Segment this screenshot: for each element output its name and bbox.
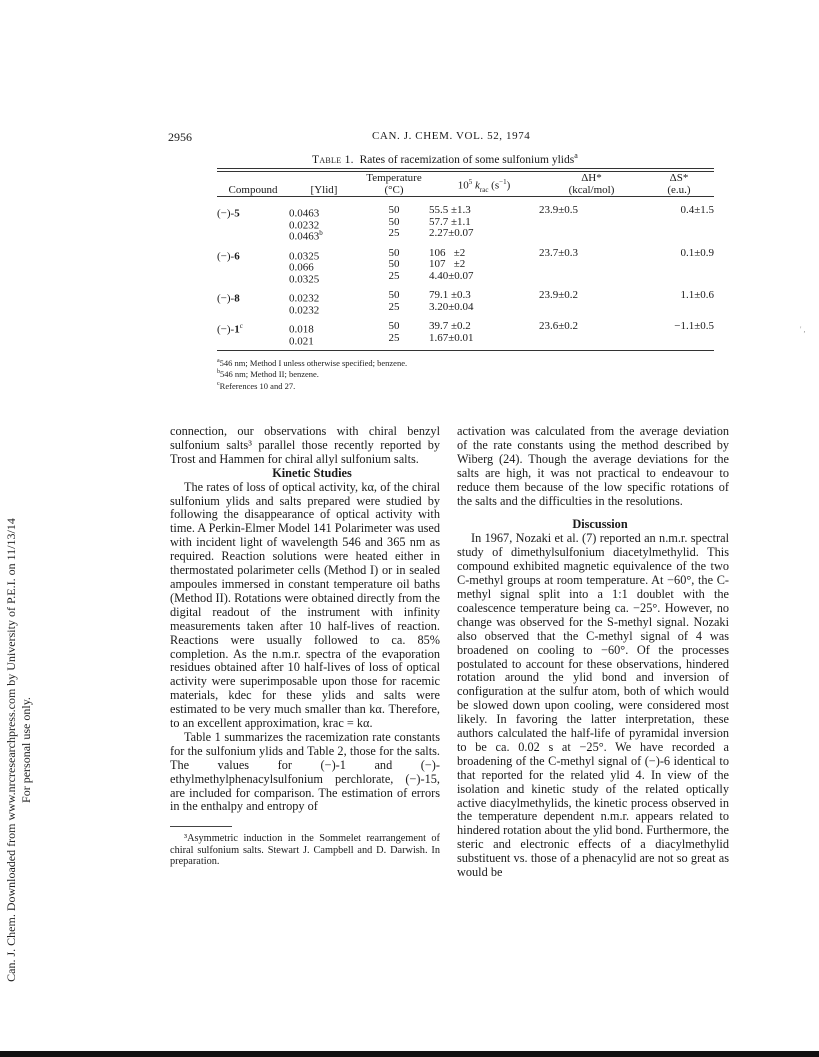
table-caption — [312, 151, 578, 166]
enthalpy-cell: 23.6±0.2 — [539, 320, 579, 332]
ylid-value — [289, 333, 359, 348]
temperature-value: 25 — [388, 227, 400, 239]
right-paragraph-1: activation was calculated from the average deviation of the rate constants using the method described by Wiberg (24). Though the average deviations for the salts are high, it was not practical to endeavour to reduce them because of the low specific rotations of the salts and the difficulties in the resolutions. — [457, 424, 729, 508]
entropy-cell: −1.1±0.5 — [674, 320, 714, 332]
ylid-concentration: 0.0325 — [289, 273, 320, 286]
ylid-concentration: 0.018 — [289, 323, 314, 336]
watermark-line-2: For personal use only. — [19, 697, 33, 803]
ylid-cell — [289, 205, 359, 243]
table-body — [217, 204, 714, 348]
ylid-concentration: 0.0232 — [289, 292, 320, 305]
entropy-cell: 1.1±0.6 — [680, 289, 714, 301]
table-footnote-text: 546 nm; Method I unless otherwise specified; benzene. — [219, 357, 408, 368]
table-row — [217, 290, 714, 313]
ylid-value — [289, 217, 359, 232]
header-temperature — [359, 172, 429, 196]
table-row — [217, 205, 714, 240]
temperature-cell — [359, 205, 429, 240]
compound-number: 5 — [234, 207, 240, 220]
temperature-value: 25 — [388, 269, 400, 282]
header-enthalpy: ΔH* (kcal/mol) — [568, 172, 615, 196]
rate-value: 106 ±2 — [429, 246, 466, 259]
watermark-line-1: Can. J. Chem. Downloaded from www.nrcresearchpress.com by University of P.E.I. on 11/13/14 — [4, 518, 18, 982]
ylid-concentration: 0.0463 — [289, 207, 320, 220]
ylid-note: b — [319, 229, 323, 237]
download-watermark — [0, 180, 40, 1000]
rates-table — [217, 168, 714, 391]
ylid-value — [289, 321, 359, 336]
table-row — [217, 321, 714, 344]
rate-value: 55.5 ±1.3 — [429, 204, 471, 216]
temperature-value: 50 — [388, 246, 400, 259]
header-temperature-line1: Temperature — [366, 172, 422, 184]
rate-value: 4.40±0.07 — [429, 269, 474, 282]
right-paragraph-2: In 1967, Nozaki et al. (7) reported an n.m.r. spectral study of dimethylsulfonium diacetylmethylid. This compound exhibited magnetic equivalence of the two C-methyl groups at room temperature. At −60°, the C-methyl signal split into a 1:1 doublet with the coalescence temperature being ca. −25°. However, no change was observed for the S-methyl signal. Nozaki also observed that the C-methyl signal of 4 was broadened on cooling to −60°. Of the processes postulated to account for these observations, hindered rotation around the ylid bond and inversion of configuration at the sulfur atom, both of which would be slowed down upon cooling, were considered most likely. In favoring the latter interpretation, these authors calculated the half-life of pyramidal inversion to be ca. 0.02 s at −25°. We have recorded a broadening of the C-methyl signal of (−)-6 identical to that reported for the related ylid 4. In view of the isolation and kinetic study of the related optically active diacylmethylids, the kinetic process observed in the temperature dependent n.m.r. appears related to hindered rotation about the ylid bond. Furthermore, the steric and electronic effects of a diacylmethylid substituent vs. those of a phenacylid are not so great as would be — [457, 531, 729, 880]
entropy-cell: 0.4±1.5 — [680, 204, 714, 216]
table-header-row — [217, 172, 714, 196]
rate-value: 79.1 ±0.3 — [429, 289, 471, 301]
enthalpy-cell: 23.9±0.2 — [539, 289, 579, 301]
rate-cell — [429, 321, 539, 344]
compound-note: c — [239, 322, 243, 330]
table-footnote — [217, 380, 714, 391]
temperature-value: 50 — [388, 258, 400, 270]
compound-cell — [217, 205, 289, 240]
rate-value: 1.67±0.01 — [429, 331, 474, 344]
table-caption-note: a — [574, 151, 578, 160]
footnote-rule — [170, 826, 232, 827]
ylid-concentration: 0.0232 — [289, 219, 320, 232]
table-footnote-mark: a — [217, 358, 220, 364]
temperature-cell — [359, 321, 429, 344]
temperature-value: 25 — [388, 300, 400, 313]
temperature-value: 50 — [388, 204, 400, 216]
ylid-value — [289, 205, 359, 220]
compound-prefix: (−)- — [217, 323, 235, 336]
table-caption-label: Table 1. — [312, 153, 354, 166]
temperature-value: 50 — [388, 289, 400, 301]
enthalpy-cell: 23.9±0.5 — [539, 204, 579, 216]
compound-cell — [217, 290, 289, 313]
compound-number: 8 — [234, 292, 240, 305]
ylid-concentration: 0.0232 — [289, 304, 320, 317]
rate-value: 39.7 ±0.2 — [429, 320, 471, 332]
compound-number: 1 — [234, 323, 240, 336]
ylid-value — [289, 302, 359, 317]
heading-discussion: Discussion — [572, 517, 628, 532]
header-rate: $10^5$ $k_{rac}$ $(s^{-1})$ — [457, 178, 511, 194]
page-bottom-edge — [0, 1051, 819, 1057]
compound-prefix: (−)- — [217, 292, 235, 305]
right-column — [457, 425, 729, 880]
ylid-value — [289, 290, 359, 305]
ylid-cell — [289, 290, 359, 317]
ylid-value — [289, 228, 359, 243]
temperature-cell — [359, 290, 429, 313]
rate-value: 2.27±0.07 — [429, 227, 474, 239]
entropy-cell: 0.1±0.9 — [680, 246, 714, 259]
temperature-value: 25 — [388, 331, 400, 344]
table-row — [217, 248, 714, 283]
ylid-cell — [289, 248, 359, 286]
compound-number: 6 — [234, 250, 240, 263]
compound-cell — [217, 248, 289, 283]
table-footnote-text: 546 nm; Method II; benzene. — [220, 369, 319, 380]
table-footnote — [217, 368, 714, 379]
table-footnotes — [217, 357, 714, 391]
enthalpy-cell: 23.7±0.3 — [539, 246, 579, 259]
running-head: CAN. J. CHEM. VOL. 52, 1974 — [372, 130, 531, 142]
compound-prefix: (−)- — [217, 207, 235, 220]
header-temperature-line2: (°C) — [384, 184, 404, 196]
rate-value: 57.7 ±1.1 — [429, 215, 471, 228]
table-footnote — [217, 357, 714, 368]
table-footnote-mark: b — [217, 369, 220, 376]
rate-cell — [429, 205, 539, 240]
rate-value: 3.20±0.04 — [429, 300, 474, 313]
table-caption-text: Rates of racemization of some sulfonium ylids — [359, 153, 575, 166]
heading-kinetic-studies: Kinetic Studies — [272, 465, 352, 480]
ylid-concentration: 0.0463 — [289, 230, 320, 243]
header-entropy: ΔS* (e.u.) — [667, 172, 691, 196]
ylid-concentration: 0.066 — [289, 261, 314, 274]
margin-mark: ' , — [800, 325, 806, 334]
rate-value: 107 ±2 — [429, 258, 466, 270]
ylid-value — [289, 271, 359, 286]
rate-cell — [429, 248, 539, 283]
header-compound: Compound — [228, 184, 278, 196]
left-paragraph-3: Table 1 summarizes the racemization rate constants for the sulfonium ylids and Table 2, those for the salts. The values for (−)-1 and (−)-ethylmethylphenacylsulfonium perchlorate, (−)-15, are included for comparison. The estimation of errors in the enthalpy and entropy of — [170, 729, 440, 814]
left-paragraph-2: The rates of loss of optical activity, kα, of the chiral sulfonium ylids and salts prepared were studied by following the disappearance of optical activity with time. A Perkin-Elmer Model 141 Polarimeter was used with incident light of wavelength 546 and 365 nm as required. Reaction solutions were heated either in thermostated polarimeter cells (Method I) or in sealed ampoules immersed in constant temperature oil baths (Method II). Rotations were obtained directly from the digital readout of the instrument with infinity measurements taken after 10 half-lives of reaction. Reactions were usually followed to ca. 85% completion. As the n.m.r. spectra of the evaporation residues obtained after 10 half-lives of loss of optical activity were superimposable upon those for racemic materials, kdec for these ylids and salts were estimated to be very much smaller than kα. Therefore, to an excellent approximation, krac = kα. — [170, 479, 440, 731]
table-bottom-rule — [217, 350, 714, 351]
compound-cell — [217, 321, 289, 344]
rates-table-grid — [217, 172, 714, 348]
ylid-concentration: 0.021 — [289, 335, 314, 348]
rate-cell — [429, 290, 539, 313]
left-paragraph-1: connection, our observations with chiral benzyl sulfonium salts³ parallel those recently reported by Trost and Hammen for chiral allyl sulfonium salts. — [170, 424, 440, 466]
ylid-cell — [289, 321, 359, 348]
table-footnote-text: References 10 and 27. — [219, 380, 296, 391]
compound-prefix: (−)- — [217, 250, 235, 263]
ylid-value — [289, 248, 359, 263]
table-footnote-mark: c — [217, 380, 220, 387]
page-number: 2956 — [168, 130, 192, 144]
temperature-value: 50 — [388, 320, 400, 332]
footnote-3: ³Asymmetric induction in the Sommelet rearrangement of chiral sulfonium salts. Stewart J. Campbell and D. Darwish. In preparation. — [170, 833, 440, 867]
temperature-cell — [359, 248, 429, 283]
left-column — [170, 425, 440, 867]
temperature-value: 50 — [388, 215, 400, 228]
header-ylid: [Ylid] — [310, 184, 338, 196]
ylid-concentration: 0.0325 — [289, 250, 320, 263]
ylid-value — [289, 259, 359, 274]
